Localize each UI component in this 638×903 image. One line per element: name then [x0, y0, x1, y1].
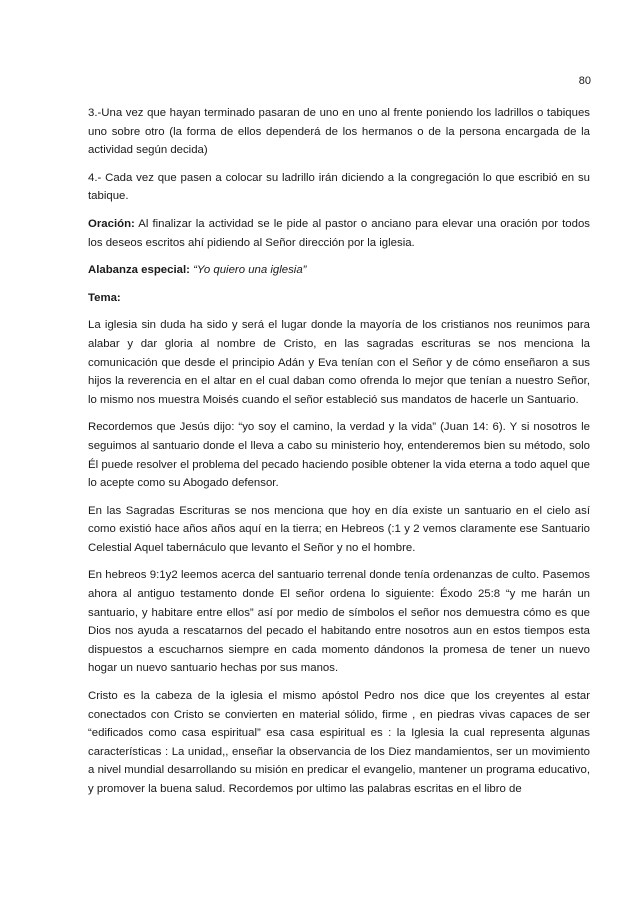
- page-number: 80: [578, 75, 591, 87]
- paragraph-step-3: 3.-Una vez que hayan terminado pasaran de uno en uno al frente poniendo los ladrillos o tabiques uno sobre otro (la forma de ellos dependerá de los hermanos o de la persona encargada de la actividad según decida): [88, 107, 590, 157]
- section-label-oracion: Oración:: [88, 217, 135, 230]
- section-label-alabanza: Alabanza especial:: [88, 264, 190, 277]
- section-label-tema: Tema:: [88, 291, 121, 304]
- paragraph-body-4: En hebreos 9:1y2 leemos acerca del santuario terrenal donde tenía ordenanzas de culto. Pasemos ahora al antiguo testamento donde El señor ordena lo siguiente: Éxodo 25:8 “y me harán un santuario, y habitare entre ellos” así por medio de símbolos el señor nos demuestra cómo es que Dios nos ayuda a rescatarnos del pecado el habitando entre nosotros aun en estos tiempos esta dispuestos a escucharnos siempre en cada momento dándonos la promesa de tener un nuevo hogar un nuevo santuario hechas por sus manos.: [88, 569, 590, 675]
- song-title: “Yo quiero una iglesia”: [189, 264, 307, 277]
- paragraph-tema: [88, 289, 590, 308]
- paragraph-step-4: 4.- Cada vez que pasen a colocar su ladrillo irán diciendo a la congregación lo que escribió en su tabique.: [88, 171, 590, 203]
- document-body: [88, 104, 590, 808]
- paragraph-body-1: La iglesia sin duda ha sido y será el lugar donde la mayoría de los cristianos nos reunimos para alabar y dar gloria al nombre de Cristo, en las sagradas escrituras se nos menciona la comunicación que desde el principio Adán y Eva tenían con el Señor y de cómo enseñaron a sus hijos la reverencia en el altar en el cual daban como ofrenda lo mejor que tenían a nuestro Señor, lo mismo nos muestra Moisés cuando el señor estableció sus mandatos de hacerle un Santuario.: [88, 319, 590, 406]
- paragraph-body-5: Cristo es la cabeza de la iglesia el mismo apóstol Pedro nos dice que los creyentes al estar conectados con Cristo se convierten en material sólido, firme , en piedras vivas capaces de ser “edificados como casa espiritual” esa casa espiritual es : la Iglesia la cual representa algunas características : La unidad,, enseñar la observancia de los Diez mandamientos, ser un movimiento a nivel mundial desarrollando su misión en predicar el evangelio, mantener un programa educativo, y promover la buena salud. Recordemos por ultimo las palabras escritas en el libro de: [88, 690, 590, 795]
- paragraph-oracion: Oración: Al finalizar la actividad se le pide al pastor o anciano para elevar una oración por todos los deseos escritos ahí pidiendo al Señor dirección por la iglesia.: [88, 217, 590, 249]
- paragraph-body-2: Recordemos que Jesús dijo: “yo soy el camino, la verdad y la vida” (Juan 14: 6). Y si nosotros le seguimos al santuario donde el lleva a cabo su ministerio hoy, entenderemos bien su método, solo Él puede resolver el problema del pecado haciendo posible obtener la vida eterna a todo aquel que lo acepte como su Abogado defensor.: [88, 421, 590, 490]
- paragraph-alabanza: [88, 261, 590, 280]
- paragraph-body-3: En las Sagradas Escrituras se nos menciona que hoy en día existe un santuario en el cielo así como existió hace años años aquí en la tierra; en Hebreos (:1 y 2 vemos claramente ese Santuario Celestial Aquel tabernáculo que levanto el Señor y no el hombre.: [88, 504, 590, 554]
